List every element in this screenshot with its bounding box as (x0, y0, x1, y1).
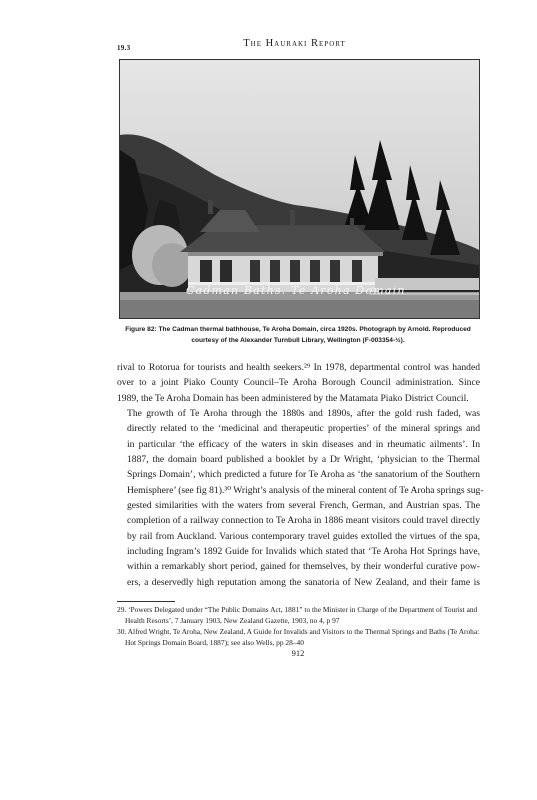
text-line: Springs Domain’, which predicted a future for Te Aroha as ‘the sanatorium of the Southern (127, 469, 480, 481)
text-line: within a remarkably short period, gained for themselves, by their wonderful curative pow- (127, 561, 480, 573)
text-line: 1887, the domain board published a booklet by a Dr Wright, ‘physician to the Thermal (127, 454, 480, 466)
footnote-rule (117, 601, 175, 602)
bathhouse-photograph (119, 59, 480, 319)
text-line: in particular ‘the efficacy of the waters in skin diseases and in rheumatic ailments’. In (127, 438, 480, 450)
footnotes (117, 604, 480, 648)
footnote-29: 29. ‘Powers Delegated under “The Public Domains Act, 1881” to the Minister in Charge of the Department of Tourist and Health Resorts’, 7 January 1903, New Zealand Gazette, 1903, no 4, p 97 (117, 605, 478, 625)
text-line: completion of a railway connection to Te Aroha in 1886 meant visitors could travel directly (127, 515, 480, 527)
running-head: The Hauraki Report (243, 38, 346, 49)
body-text (117, 360, 484, 590)
paragraph-2 (117, 406, 484, 590)
text-line: The growth of Te Aroha through the 1880s and 1890s, after the gold rush faded, was (127, 408, 480, 420)
figure-caption: Figure 82: The Cadman thermal bathhouse, Te Aroha Domain, circa 1920s. Photograph by Arnold. Reproduced courtesy of the Alexander Turnbull Library, Wellington (F-003354-½). (125, 326, 471, 344)
text-line: ers, a deservedly high reputation among the sanatoria of New Zealand, and their fame is (127, 576, 480, 588)
text-line: over to a joint Piako County Council–Te Aroha Borough Council administration. Since (117, 377, 480, 389)
text-line: rival to Rotorua for tourists and health seekers.²⁹ In 1978, departmental control was handed (117, 362, 480, 373)
text-line: 1989, the Te Aroha Domain has been administered by the Matamata Piako District Council. (117, 392, 469, 404)
text-line: directly related to the ‘medicinal and therapeutic properties’ of the mineral springs and (127, 423, 480, 435)
text-line: including Ingram’s 1892 Guide for Invalids which stated that ‘Te Aroha Hot Springs have, (127, 546, 480, 558)
text-line: by rail from Auckland. Various contemporary travel guides extolled the virtues of the spa, (127, 530, 480, 542)
section-number: 19.3 (117, 44, 131, 52)
text-line: gested similarities with the waters from several French, German, and Austrian spas. The (127, 500, 480, 512)
page-number: 912 (291, 648, 305, 658)
paragraph-1 (117, 360, 480, 406)
text-line: Hemisphere’ (see fig 81).³⁰ Wright’s analysis of the mineral content of Te Aroha springs sug- (127, 484, 484, 496)
footnote-30: 30. Alfred Wright, Te Aroha, New Zealand, A Guide for Invalids and Visitors to the Thermal Springs and Baths (Te Aroha: Hot Springs Domain Board, 1887); see also Wells, pp 28–40 (117, 627, 480, 647)
photo-inscription: Cadman Baths. Te Aroha Domain (186, 284, 406, 297)
